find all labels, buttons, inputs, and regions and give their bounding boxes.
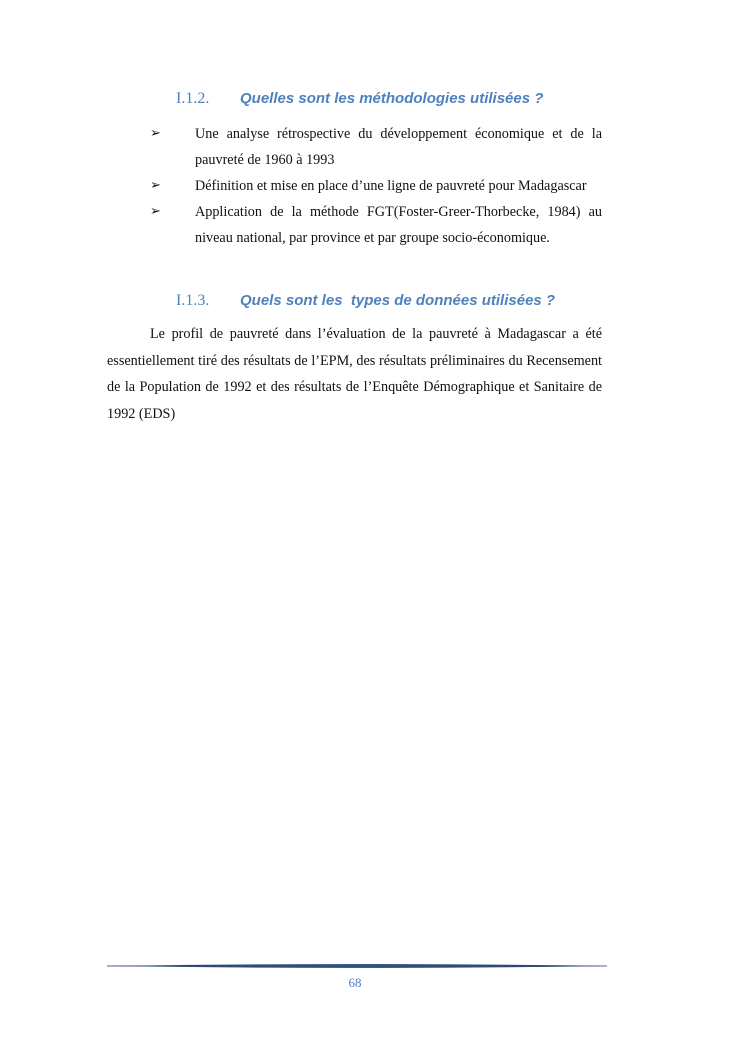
list-item xyxy=(150,121,602,173)
arrowhead-bullet-icon: ➢ xyxy=(150,126,161,141)
section-heading-methodologies xyxy=(176,90,543,108)
footer-divider xyxy=(107,963,607,969)
methodology-list xyxy=(150,121,602,251)
arrowhead-bullet-icon: ➢ xyxy=(150,204,161,219)
list-item xyxy=(150,173,602,199)
list-item-text: Une analyse rétrospective du développement économique et de la pauvreté de 1960 à 1993 xyxy=(195,126,602,168)
list-item-text: Application de la méthode FGT(Foster-Greer-Thorbecke, 1984) au niveau national, par province et par groupe socio-économique. xyxy=(195,204,602,246)
arrowhead-bullet-icon: ➢ xyxy=(150,178,161,193)
section-number: I.1.3. xyxy=(176,292,210,309)
section-title: Quelles sont les méthodologies utilisées ? xyxy=(240,90,544,107)
section-title: Quels sont les types de données utilisées ? xyxy=(240,292,556,309)
section-heading-data-types xyxy=(176,292,555,310)
section-number: I.1.2. xyxy=(176,90,210,107)
page-number: 68 xyxy=(348,975,362,990)
body-paragraph: Le profil de pauvreté dans l’évaluation de la pauvreté à Madagascar a été essentiellement tiré des résultats de l’EPM, des résultats préliminaires du Recensement de la Population de 1992 et des résultats de l’Enquête Démographique et Sanitaire de 1992 (EDS) xyxy=(107,326,602,422)
list-item xyxy=(150,199,602,251)
list-item-text: Définition et mise en place d’une ligne de pauvreté pour Madagascar xyxy=(195,178,587,194)
